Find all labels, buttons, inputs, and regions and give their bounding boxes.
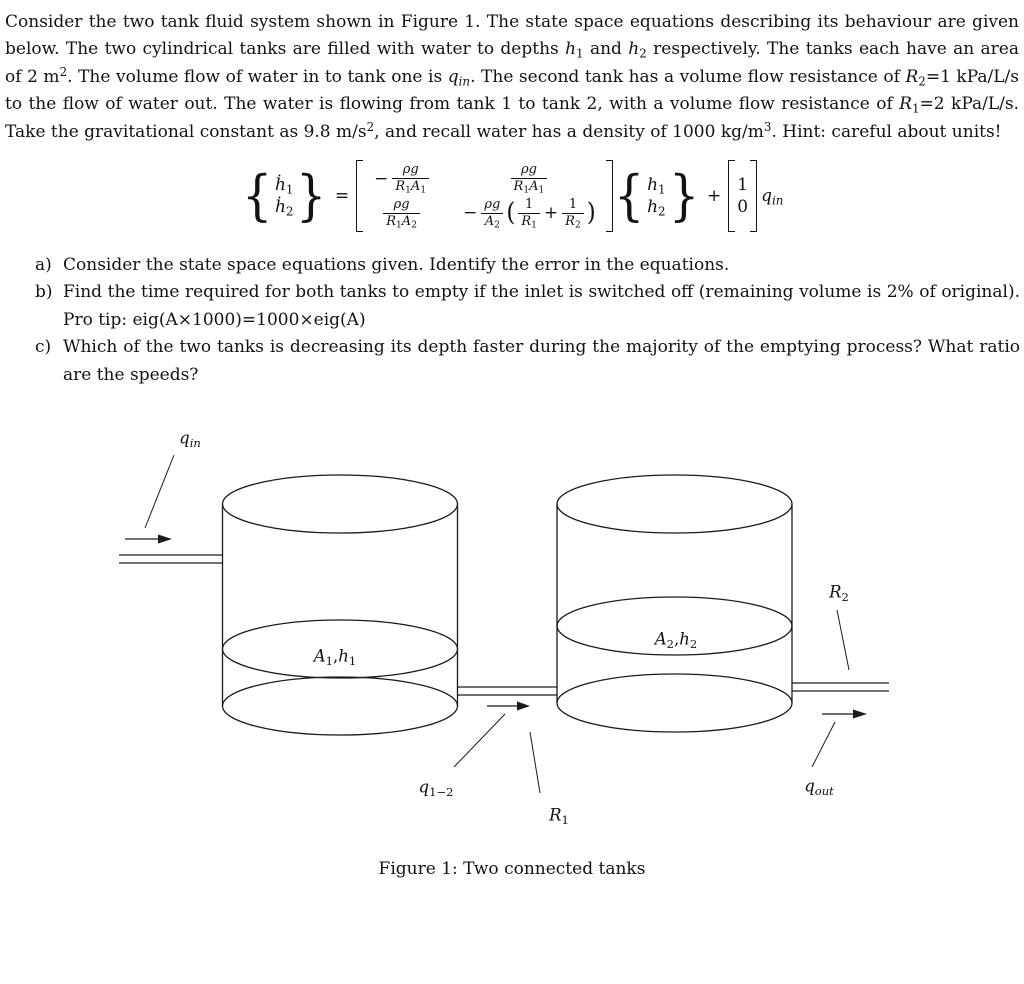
- open-paren: (: [506, 198, 516, 227]
- tank-diagram-svg: [102, 415, 922, 845]
- connecting-pipe: [458, 687, 558, 695]
- tank-1: [223, 475, 458, 735]
- matrix-entry-12: $\frac{\rho g}{R_1A_1}$: [509, 162, 550, 195]
- state-space-equation: [4, 157, 1020, 235]
- input-vector-left-bracket: [728, 160, 735, 232]
- matrix-entry-21: $\frac{\rho g}{R_1A_2}$: [381, 197, 422, 230]
- problem-list: [4, 252, 1020, 389]
- problem-item-c: [4, 334, 1020, 389]
- figure-caption: Figure 1: Two connected tanks: [378, 859, 646, 880]
- label-q-in: $q_{in}$: [179, 428, 201, 451]
- tank1-to-tank2-flow-arrow: [487, 702, 530, 711]
- system-matrix: [363, 159, 606, 232]
- figure-1-two-tank-diagram: [102, 415, 922, 845]
- label-r2: $R_2$: [829, 582, 849, 605]
- h2: $h_2$: [647, 197, 666, 219]
- plus-sign: +: [706, 186, 722, 207]
- state-vector: [647, 174, 666, 219]
- matrix-entry-22: − $\frac{\rho g}{A_2}$ ( $\frac{1}{R_1}$ + $\frac{1}{R_2}$ ): [463, 197, 596, 231]
- problem-text: Which of the two tanks is decreasing its depth faster during the majority of the emptying process? What ratio are the speeds?: [63, 337, 1020, 385]
- label-a1-h1: $A_1,h_1$: [313, 646, 357, 669]
- hdot1: ḣ$_1$: [274, 174, 294, 197]
- equals-sign: =: [334, 186, 350, 207]
- label-r1: $R_1$: [549, 805, 569, 828]
- inlet-flow-arrow: [125, 535, 172, 544]
- q12-pointer-line: [454, 714, 505, 767]
- outlet-pipe: [792, 683, 889, 691]
- q-in-symbol: $q_{in}$: [761, 186, 784, 208]
- inlet-pipe: [119, 555, 223, 563]
- hdot-vector: [275, 174, 294, 219]
- left-curly-brace: {: [613, 164, 645, 228]
- matrix-entry-11: − $\frac{\rho g}{R_1A_1}$: [372, 162, 431, 195]
- matrix-left-bracket: [356, 160, 363, 232]
- left-curly-brace: {: [241, 164, 272, 228]
- qout-pointer-line: [812, 722, 835, 767]
- label-q-1-2: $q_{1-2}$: [418, 777, 454, 800]
- problem-label: a): [35, 255, 52, 276]
- problem-item-b: [4, 279, 1020, 334]
- outlet-flow-arrow: [822, 710, 867, 719]
- r2-pointer-line: [837, 610, 849, 670]
- label-q-out: $q_{out}$: [804, 776, 834, 799]
- qin-pointer-line: [145, 455, 174, 528]
- problem-label: b): [35, 282, 53, 303]
- hdot2: ḣ$_2$: [274, 197, 294, 219]
- r1-pointer-line: [530, 732, 540, 793]
- intro-paragraph: Consider the two tank fluid system shown in Figure 1. The state space equations describing its behaviour are given below. The two cylindrical tanks are filled with water to depths $h_1$ and $h_2$ respectively. The tanks each have an area of 2 $m^2$. The volume flow of water in to tank one is $q_{in}$. The second tank has a volume flow resistance of $R_2=1$ kPa/L/s to the flow of water out. The water is flowing from tank 1 to tank 2, with a volume flow resistance of $R_1=2$ kPa/L/s. Take the gravitational constant as 9.8 $m/s^2$, and recall water has a density of 1000 $kg/m^3$. Hint: careful about units!: [5, 12, 1020, 142]
- right-curly-brace: }: [296, 164, 327, 228]
- input-vector-right-bracket: [750, 160, 757, 232]
- problem-label: c): [35, 337, 52, 358]
- close-paren: ): [586, 198, 596, 227]
- problem-item-a: [4, 252, 1020, 279]
- matrix-right-bracket: [606, 160, 613, 232]
- tank-2: [557, 475, 792, 732]
- input-vector: 1 0: [737, 174, 749, 218]
- label-a2-h2: $A_2,h_2$: [654, 629, 698, 652]
- right-curly-brace: }: [668, 164, 699, 228]
- h1: $h_1$: [647, 174, 666, 197]
- problem-text: Find the time required for both tanks to empty if the inlet is switched off (remaining volume is 2% of original). Pro tip: eig(A×1000)=1000×eig(A): [63, 282, 1020, 330]
- problem-text: Consider the state space equations given. Identify the error in the equations.: [63, 255, 730, 276]
